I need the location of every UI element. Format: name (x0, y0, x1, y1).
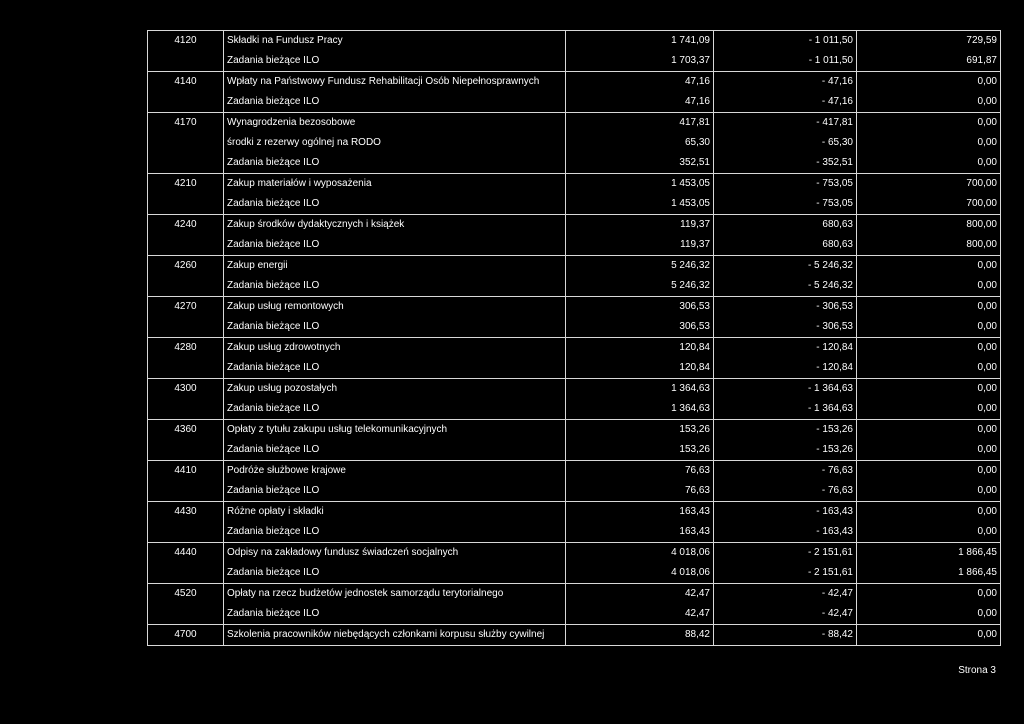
account-code-cell: 4260 (148, 256, 224, 277)
amount-after-change-cell: 0,00 (857, 72, 1001, 93)
description-cell: Zakup materiałów i wyposażenia (224, 174, 566, 195)
account-code-cell: 4280 (148, 338, 224, 359)
change-amount-cell: - 1 011,50 (714, 31, 857, 52)
table-row-account (148, 256, 1001, 277)
change-amount-cell: - 153,26 (714, 440, 857, 461)
description-cell: Składki na Fundusz Pracy (224, 31, 566, 52)
change-amount-cell: - 120,84 (714, 358, 857, 379)
plan-amount-cell: 306,53 (566, 317, 714, 338)
account-code-cell (148, 563, 224, 584)
account-code-cell (148, 440, 224, 461)
plan-amount-cell: 1 364,63 (566, 379, 714, 400)
table-row-account (148, 625, 1001, 646)
description-cell: Zadania bieżące ILO (224, 92, 566, 113)
table-row-account (148, 379, 1001, 400)
change-amount-cell: 680,63 (714, 215, 857, 236)
table-row-detail (148, 92, 1001, 113)
description-cell: Zadania bieżące ILO (224, 358, 566, 379)
table-row-detail (148, 51, 1001, 72)
table-row-detail (148, 399, 1001, 420)
description-cell: Zakup środków dydaktycznych i książek (224, 215, 566, 236)
description-cell: Wpłaty na Państwowy Fundusz Rehabilitacji Osób Niepełnosprawnych (224, 72, 566, 93)
plan-amount-cell: 306,53 (566, 297, 714, 318)
plan-amount-cell: 119,37 (566, 215, 714, 236)
account-code-cell: 4240 (148, 215, 224, 236)
change-amount-cell: - 163,43 (714, 522, 857, 543)
table-row-detail (148, 481, 1001, 502)
table-row-detail (148, 563, 1001, 584)
table-row-account (148, 72, 1001, 93)
amount-after-change-cell: 0,00 (857, 604, 1001, 625)
description-cell: Opłaty z tytułu zakupu usług telekomunikacyjnych (224, 420, 566, 441)
change-amount-cell: - 417,81 (714, 113, 857, 134)
change-amount-cell: - 153,26 (714, 420, 857, 441)
plan-amount-cell: 1 364,63 (566, 399, 714, 420)
change-amount-cell: - 2 151,61 (714, 543, 857, 564)
amount-after-change-cell: 700,00 (857, 194, 1001, 215)
page-number: Strona 3 (958, 665, 996, 676)
description-cell: Zadania bieżące ILO (224, 522, 566, 543)
plan-amount-cell: 417,81 (566, 113, 714, 134)
description-cell: Podróże służbowe krajowe (224, 461, 566, 482)
change-amount-cell: - 5 246,32 (714, 256, 857, 277)
table-row-account (148, 502, 1001, 523)
plan-amount-cell: 352,51 (566, 153, 714, 174)
table-row-account (148, 584, 1001, 605)
description-cell: Zadania bieżące ILO (224, 563, 566, 584)
amount-after-change-cell: 0,00 (857, 113, 1001, 134)
plan-amount-cell: 1 703,37 (566, 51, 714, 72)
plan-amount-cell: 1 741,09 (566, 31, 714, 52)
description-cell: Opłaty na rzecz budżetów jednostek samorządu terytorialnego (224, 584, 566, 605)
amount-after-change-cell: 729,59 (857, 31, 1001, 52)
change-amount-cell: - 5 246,32 (714, 276, 857, 297)
change-amount-cell: - 753,05 (714, 174, 857, 195)
account-code-cell (148, 51, 224, 72)
table-row-detail (148, 194, 1001, 215)
description-cell: Zakup usług remontowych (224, 297, 566, 318)
change-amount-cell: - 88,42 (714, 625, 857, 646)
amount-after-change-cell: 800,00 (857, 215, 1001, 236)
change-amount-cell: - 2 151,61 (714, 563, 857, 584)
amount-after-change-cell: 0,00 (857, 420, 1001, 441)
amount-after-change-cell: 0,00 (857, 502, 1001, 523)
amount-after-change-cell: 691,87 (857, 51, 1001, 72)
change-amount-cell: - 65,30 (714, 133, 857, 153)
amount-after-change-cell: 700,00 (857, 174, 1001, 195)
account-code-cell (148, 481, 224, 502)
description-cell: Zakup usług pozostałych (224, 379, 566, 400)
change-amount-cell: - 120,84 (714, 338, 857, 359)
account-code-cell: 4170 (148, 113, 224, 134)
amount-after-change-cell: 0,00 (857, 481, 1001, 502)
account-code-cell: 4360 (148, 420, 224, 441)
description-cell: Zadania bieżące ILO (224, 235, 566, 256)
account-code-cell (148, 133, 224, 153)
amount-after-change-cell: 0,00 (857, 92, 1001, 113)
plan-amount-cell: 163,43 (566, 522, 714, 543)
table-row-detail (148, 522, 1001, 543)
change-amount-cell: - 306,53 (714, 297, 857, 318)
table-row-account (148, 543, 1001, 564)
description-cell: Zadania bieżące ILO (224, 153, 566, 174)
table-row-account (148, 461, 1001, 482)
change-amount-cell: - 47,16 (714, 92, 857, 113)
description-cell: Zadania bieżące ILO (224, 604, 566, 625)
table-row-detail (148, 317, 1001, 338)
plan-amount-cell: 153,26 (566, 420, 714, 441)
account-code-cell: 4140 (148, 72, 224, 93)
plan-amount-cell: 76,63 (566, 461, 714, 482)
change-amount-cell: - 163,43 (714, 502, 857, 523)
plan-amount-cell: 5 246,32 (566, 276, 714, 297)
account-code-cell (148, 92, 224, 113)
plan-amount-cell: 47,16 (566, 72, 714, 93)
change-amount-cell: - 1 011,50 (714, 51, 857, 72)
account-code-cell: 4270 (148, 297, 224, 318)
description-cell: Odpisy na zakładowy fundusz świadczeń socjalnych (224, 543, 566, 564)
amount-after-change-cell: 0,00 (857, 133, 1001, 153)
amount-after-change-cell: 0,00 (857, 358, 1001, 379)
plan-amount-cell: 119,37 (566, 235, 714, 256)
table-row-detail (148, 604, 1001, 625)
plan-amount-cell: 4 018,06 (566, 543, 714, 564)
account-code-cell: 4700 (148, 625, 224, 646)
change-amount-cell: - 753,05 (714, 194, 857, 215)
description-cell: Zakup usług zdrowotnych (224, 338, 566, 359)
amount-after-change-cell: 0,00 (857, 379, 1001, 400)
budget-table (147, 30, 1001, 646)
table-row-detail (148, 358, 1001, 379)
table-row-account (148, 113, 1001, 134)
plan-amount-cell: 1 453,05 (566, 194, 714, 215)
amount-after-change-cell: 0,00 (857, 625, 1001, 646)
account-code-cell (148, 153, 224, 174)
account-code-cell (148, 522, 224, 543)
description-cell: Zadania bieżące ILO (224, 51, 566, 72)
plan-amount-cell: 153,26 (566, 440, 714, 461)
amount-after-change-cell: 0,00 (857, 317, 1001, 338)
table-row-account (148, 338, 1001, 359)
amount-after-change-cell: 0,00 (857, 297, 1001, 318)
table-body (148, 31, 1001, 646)
account-code-cell: 4430 (148, 502, 224, 523)
description-cell: Zadania bieżące ILO (224, 317, 566, 338)
table-row-detail (148, 153, 1001, 174)
description-cell: Zadania bieżące ILO (224, 276, 566, 297)
plan-amount-cell: 47,16 (566, 92, 714, 113)
change-amount-cell: - 1 364,63 (714, 379, 857, 400)
plan-amount-cell: 42,47 (566, 584, 714, 605)
account-code-cell (148, 235, 224, 256)
account-code-cell (148, 194, 224, 215)
plan-amount-cell: 88,42 (566, 625, 714, 646)
table-row-detail (148, 133, 1001, 153)
account-code-cell (148, 399, 224, 420)
table-row-account (148, 215, 1001, 236)
account-code-cell: 4410 (148, 461, 224, 482)
amount-after-change-cell: 1 866,45 (857, 543, 1001, 564)
plan-amount-cell: 5 246,32 (566, 256, 714, 277)
account-code-cell (148, 276, 224, 297)
amount-after-change-cell: 0,00 (857, 461, 1001, 482)
plan-amount-cell: 42,47 (566, 604, 714, 625)
table-row-detail (148, 440, 1001, 461)
change-amount-cell: - 352,51 (714, 153, 857, 174)
change-amount-cell: - 47,16 (714, 72, 857, 93)
table-row-account (148, 31, 1001, 52)
account-code-cell: 4520 (148, 584, 224, 605)
account-code-cell: 4440 (148, 543, 224, 564)
description-cell: Zadania bieżące ILO (224, 399, 566, 420)
description-cell: Wynagrodzenia bezosobowe (224, 113, 566, 134)
plan-amount-cell: 163,43 (566, 502, 714, 523)
table-row-account (148, 297, 1001, 318)
change-amount-cell: - 42,47 (714, 604, 857, 625)
description-cell: Zadania bieżące ILO (224, 440, 566, 461)
amount-after-change-cell: 800,00 (857, 235, 1001, 256)
account-code-cell (148, 358, 224, 379)
plan-amount-cell: 65,30 (566, 133, 714, 153)
amount-after-change-cell: 0,00 (857, 338, 1001, 359)
description-cell: Zadania bieżące ILO (224, 194, 566, 215)
change-amount-cell: - 42,47 (714, 584, 857, 605)
table-row-detail (148, 235, 1001, 256)
amount-after-change-cell: 0,00 (857, 440, 1001, 461)
account-code-cell: 4210 (148, 174, 224, 195)
change-amount-cell: - 76,63 (714, 461, 857, 482)
account-code-cell: 4120 (148, 31, 224, 52)
description-cell: Różne opłaty i składki (224, 502, 566, 523)
change-amount-cell: 680,63 (714, 235, 857, 256)
change-amount-cell: - 306,53 (714, 317, 857, 338)
plan-amount-cell: 120,84 (566, 338, 714, 359)
amount-after-change-cell: 1 866,45 (857, 563, 1001, 584)
amount-after-change-cell: 0,00 (857, 256, 1001, 277)
description-cell: środki z rezerwy ogólnej na RODO (224, 133, 566, 153)
table-row-account (148, 174, 1001, 195)
plan-amount-cell: 120,84 (566, 358, 714, 379)
account-code-cell (148, 604, 224, 625)
amount-after-change-cell: 0,00 (857, 276, 1001, 297)
amount-after-change-cell: 0,00 (857, 153, 1001, 174)
amount-after-change-cell: 0,00 (857, 399, 1001, 420)
amount-after-change-cell: 0,00 (857, 584, 1001, 605)
change-amount-cell: - 76,63 (714, 481, 857, 502)
amount-after-change-cell: 0,00 (857, 522, 1001, 543)
account-code-cell (148, 317, 224, 338)
table-row-account (148, 420, 1001, 441)
change-amount-cell: - 1 364,63 (714, 399, 857, 420)
description-cell: Zadania bieżące ILO (224, 481, 566, 502)
description-cell: Szkolenia pracowników niebędących członkami korpusu służby cywilnej (224, 625, 566, 646)
description-cell: Zakup energii (224, 256, 566, 277)
table-row-detail (148, 276, 1001, 297)
plan-amount-cell: 1 453,05 (566, 174, 714, 195)
plan-amount-cell: 4 018,06 (566, 563, 714, 584)
account-code-cell: 4300 (148, 379, 224, 400)
plan-amount-cell: 76,63 (566, 481, 714, 502)
